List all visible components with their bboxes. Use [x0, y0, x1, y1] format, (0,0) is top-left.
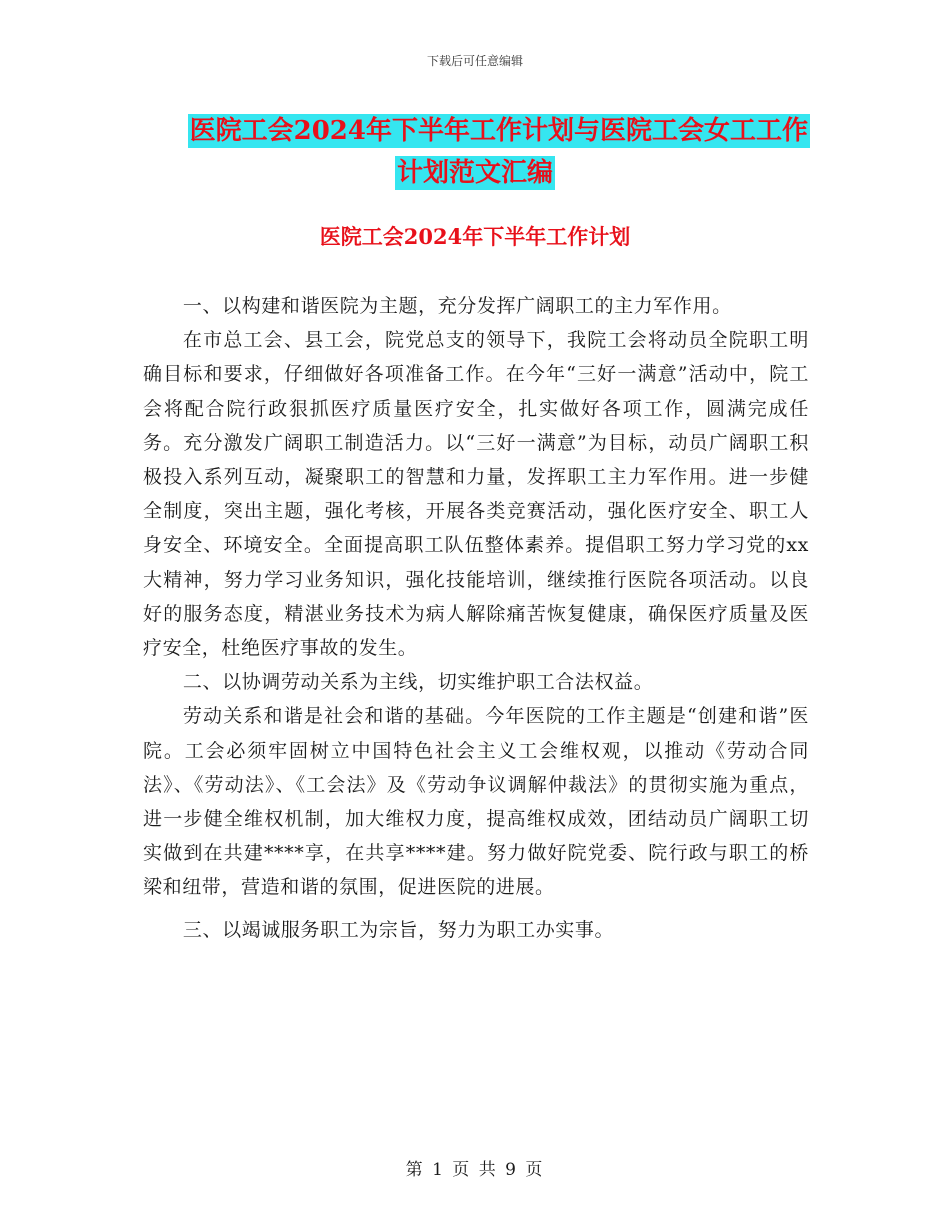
- body-text: [143, 289, 809, 947]
- paragraph-heading-2: 二、以协调劳动关系为主线，切实维护职工合法权益。: [182, 671, 654, 694]
- paragraph-heading-1: 一、以构建和谐医院为主题，充分发挥广阔职工的主力军作用。: [182, 295, 732, 317]
- document-title: [140, 110, 810, 194]
- paragraph-body-1: 在市总工会、县工会，院党总支的领导下，我院工会将动员全院职工明确目标和要求，仔细做好各项准备工作。在今年“三好一满意”活动中，院工会将配合院行政狠抓医疗质量医疗安全，扎实做好各项工作，圆满完成任务。充分激发广阔职工制造活力。以“三好一满意”为目标，动员广阔职工积极投入系列互动，凝聚职工的智慧和力量，发挥职工主力军作用。进一步健全制度，突出主题，强化考核，开展各类竞赛活动，强化医疗安全、职工人身安全、环境安全。全面提高职工队伍整体素养。提倡职工努力学习党的xx大精神，努力学习业务知识，强化技能培训，继续推行医院各项活动。以良好的服务态度，精湛业务技术为病人解除痛苦恢复健康，确保医疗质量及医疗安全，杜绝医疗事故的发生。: [143, 329, 809, 660]
- section-title: 医院工会2024年下半年工作计划: [319, 224, 631, 249]
- document-title-line1: 医院工会2024年下半年工作计划与医院工会女工工作: [189, 116, 808, 146]
- document-title-line2: 计划范文汇编: [396, 158, 553, 188]
- paragraph-body-2: 劳动关系和谐是社会和谐的基础。今年医院的工作主题是“创建和谐”医院。工会必须牢固树立中国特色社会主义工会维权观，以推动《劳动合同法》、《劳动法》、《工会法》及《劳动争议调解仲裁法》的贯彻实施为重点，进一步健全维权机制，加大维权力度，提高维权成效，团结动员广阔职工切实做到在共建****享，在共享****建。努力做好院党委、院行政与职工的桥梁和纽带，营造和谐的氛围，促进医院的进展。: [143, 705, 809, 899]
- page-footer: 第 1 页 共 9 页: [405, 1160, 545, 1180]
- header-note: 下载后可任意编辑: [426, 54, 523, 68]
- paragraph-heading-3: 三、以竭诚服务职工为宗旨，努力为职工办实事。: [182, 918, 615, 941]
